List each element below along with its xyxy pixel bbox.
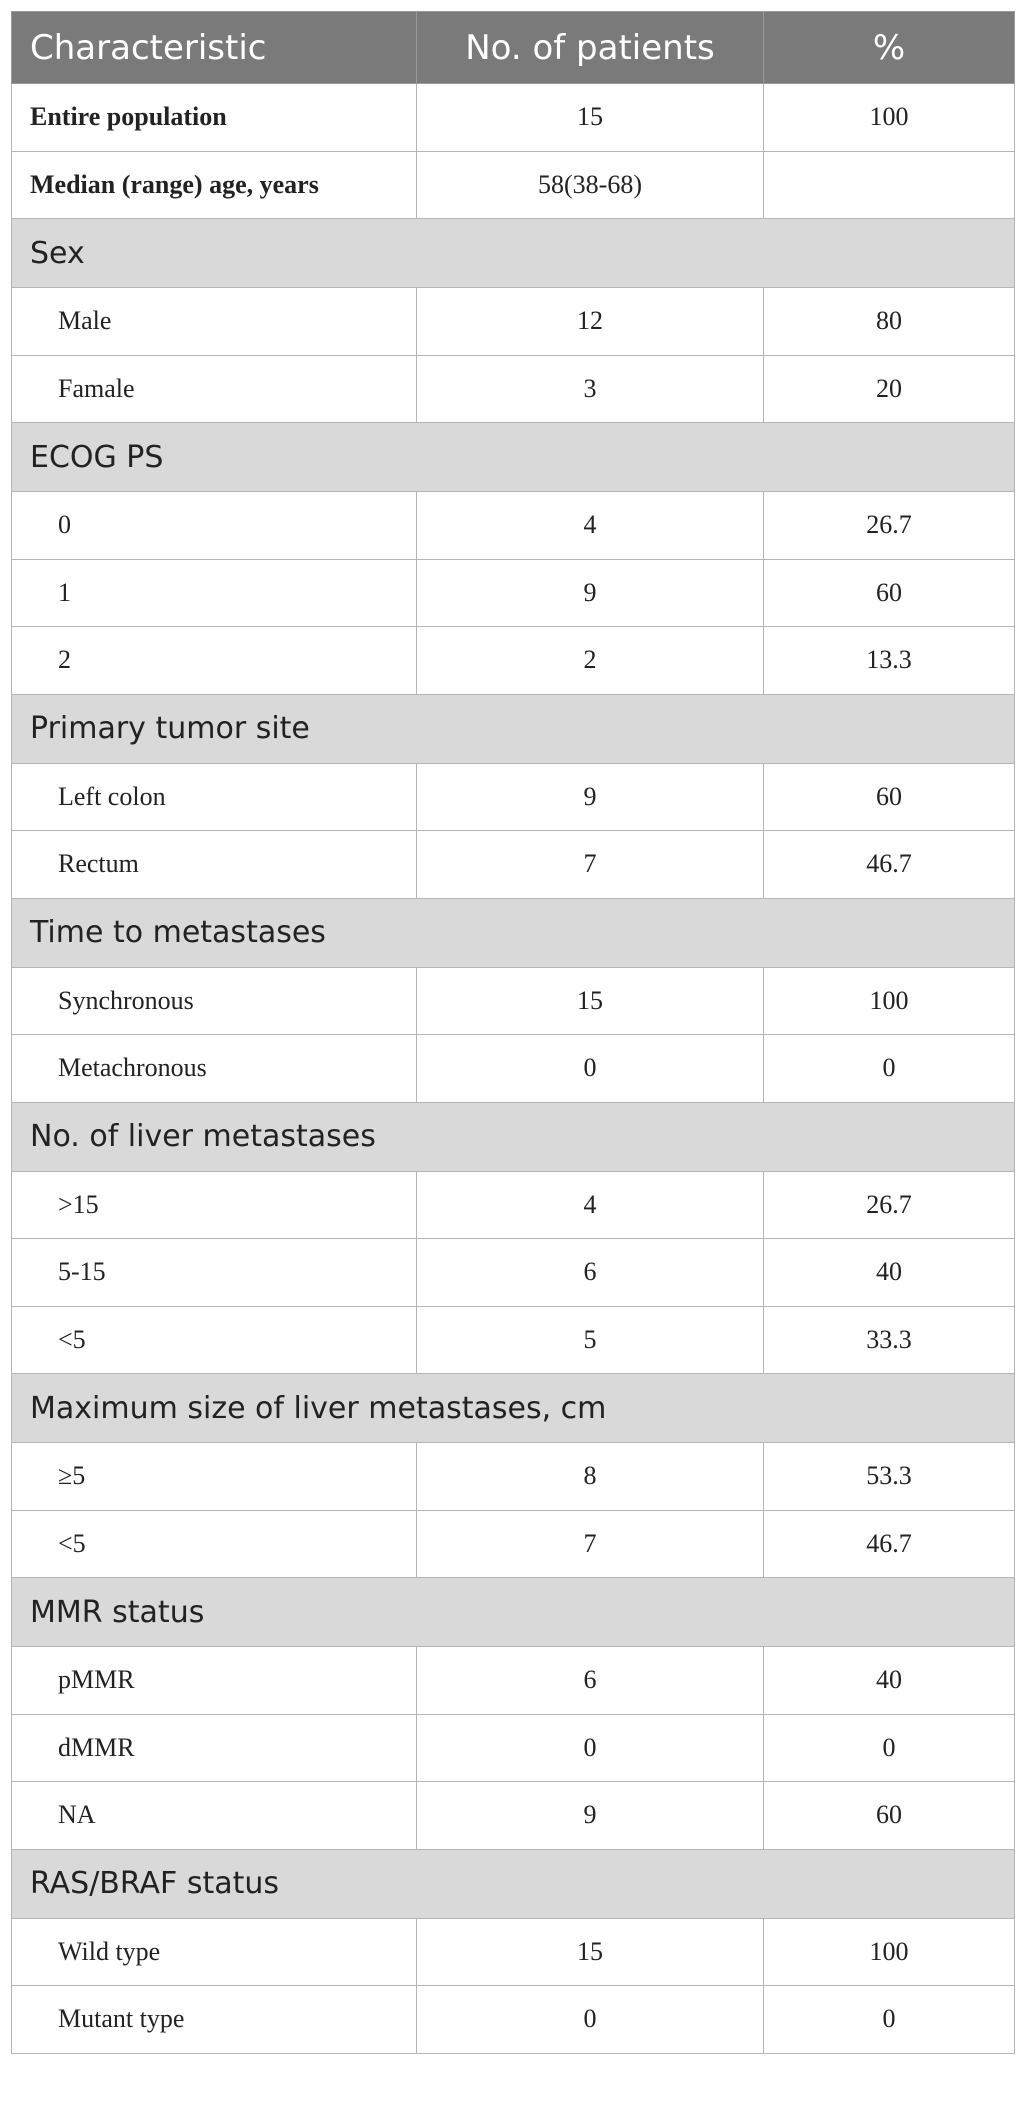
row-percent: [764, 151, 1015, 219]
row-patients: 4: [417, 492, 764, 560]
row-label: Metachronous: [12, 1035, 417, 1103]
row-label: <5: [12, 1306, 417, 1374]
row-patients: 0: [417, 1714, 764, 1782]
row-patients: 3: [417, 355, 764, 423]
row-percent: 100: [764, 1918, 1015, 1986]
header-percent: %: [764, 12, 1015, 84]
table-row: [12, 559, 1015, 627]
row-percent: 13.3: [764, 627, 1015, 695]
row-percent: 26.7: [764, 492, 1015, 560]
row-patients: 15: [417, 84, 764, 152]
row-label: Mutant type: [12, 1986, 417, 2054]
row-percent: 80: [764, 288, 1015, 356]
table-row: [12, 1986, 1015, 2054]
section-header-row: [12, 219, 1015, 288]
row-label: 1: [12, 559, 417, 627]
row-percent: 60: [764, 559, 1015, 627]
section-title: Time to metastases: [12, 898, 1015, 967]
row-label: pMMR: [12, 1647, 417, 1715]
section-title: ECOG PS: [12, 423, 1015, 492]
table-row: [12, 1443, 1015, 1511]
section-header-row: [12, 1374, 1015, 1443]
row-label: >15: [12, 1171, 417, 1239]
table-row: [12, 1239, 1015, 1307]
row-percent: 53.3: [764, 1443, 1015, 1511]
row-percent: 40: [764, 1647, 1015, 1715]
row-label: Left colon: [12, 763, 417, 831]
row-patients: 15: [417, 1918, 764, 1986]
row-percent: 33.3: [764, 1306, 1015, 1374]
section-header-row: [12, 694, 1015, 763]
table-row: [12, 627, 1015, 695]
row-label: Male: [12, 288, 417, 356]
section-title: Maximum size of liver metastases, cm: [12, 1374, 1015, 1443]
row-patients: 8: [417, 1443, 764, 1511]
table-row: [12, 1918, 1015, 1986]
table-row: [12, 831, 1015, 899]
row-percent: 40: [764, 1239, 1015, 1307]
row-label: Median (range) age, years: [12, 151, 417, 219]
table-row: [12, 1782, 1015, 1850]
section-title: Sex: [12, 219, 1015, 288]
patient-characteristics-table: [11, 11, 1015, 2054]
section-title: Primary tumor site: [12, 694, 1015, 763]
row-patients: 0: [417, 1986, 764, 2054]
table-row: [12, 355, 1015, 423]
row-percent: 0: [764, 1986, 1015, 2054]
row-label: Rectum: [12, 831, 417, 899]
table-row: [12, 1035, 1015, 1103]
row-patients: 9: [417, 763, 764, 831]
row-patients: 7: [417, 1510, 764, 1578]
table-row: [12, 1647, 1015, 1715]
table-row: [12, 1171, 1015, 1239]
row-percent: 20: [764, 355, 1015, 423]
row-label: NA: [12, 1782, 417, 1850]
row-patients: 58(38-68): [417, 151, 764, 219]
table-body: [12, 84, 1015, 2054]
row-patients: 12: [417, 288, 764, 356]
row-percent: 0: [764, 1714, 1015, 1782]
section-title: RAS/BRAF status: [12, 1849, 1015, 1918]
row-patients: 4: [417, 1171, 764, 1239]
row-patients: 9: [417, 1782, 764, 1850]
row-patients: 0: [417, 1035, 764, 1103]
section-header-row: [12, 423, 1015, 492]
header-characteristic: Characteristic: [12, 12, 417, 84]
section-header-row: [12, 1849, 1015, 1918]
row-percent: 60: [764, 763, 1015, 831]
table-row: [12, 84, 1015, 152]
row-percent: 46.7: [764, 831, 1015, 899]
table-row: [12, 151, 1015, 219]
table-row: [12, 1306, 1015, 1374]
row-percent: 46.7: [764, 1510, 1015, 1578]
row-label: 0: [12, 492, 417, 560]
table-row: [12, 1714, 1015, 1782]
table-row: [12, 1510, 1015, 1578]
row-patients: 5: [417, 1306, 764, 1374]
row-percent: 100: [764, 967, 1015, 1035]
row-label: Synchronous: [12, 967, 417, 1035]
row-label: Entire population: [12, 84, 417, 152]
table-header: [12, 12, 1015, 84]
row-patients: 15: [417, 967, 764, 1035]
section-header-row: [12, 1578, 1015, 1647]
row-label: dMMR: [12, 1714, 417, 1782]
row-percent: 26.7: [764, 1171, 1015, 1239]
row-patients: 6: [417, 1239, 764, 1307]
row-patients: 9: [417, 559, 764, 627]
row-patients: 6: [417, 1647, 764, 1715]
row-percent: 100: [764, 84, 1015, 152]
row-label: 2: [12, 627, 417, 695]
table-row: [12, 288, 1015, 356]
section-header-row: [12, 1102, 1015, 1171]
table-row: [12, 492, 1015, 560]
patient-characteristics-table-wrapper: [11, 11, 1014, 2054]
row-patients: 7: [417, 831, 764, 899]
row-label: 5-15: [12, 1239, 417, 1307]
row-label: <5: [12, 1510, 417, 1578]
table-row: [12, 967, 1015, 1035]
section-header-row: [12, 898, 1015, 967]
header-patients: No. of patients: [417, 12, 764, 84]
row-percent: 60: [764, 1782, 1015, 1850]
row-patients: 2: [417, 627, 764, 695]
header-row: [12, 12, 1015, 84]
row-label: Wild type: [12, 1918, 417, 1986]
table-row: [12, 763, 1015, 831]
section-title: No. of liver metastases: [12, 1102, 1015, 1171]
section-title: MMR status: [12, 1578, 1015, 1647]
row-label: ≥5: [12, 1443, 417, 1511]
row-percent: 0: [764, 1035, 1015, 1103]
row-label: Famale: [12, 355, 417, 423]
